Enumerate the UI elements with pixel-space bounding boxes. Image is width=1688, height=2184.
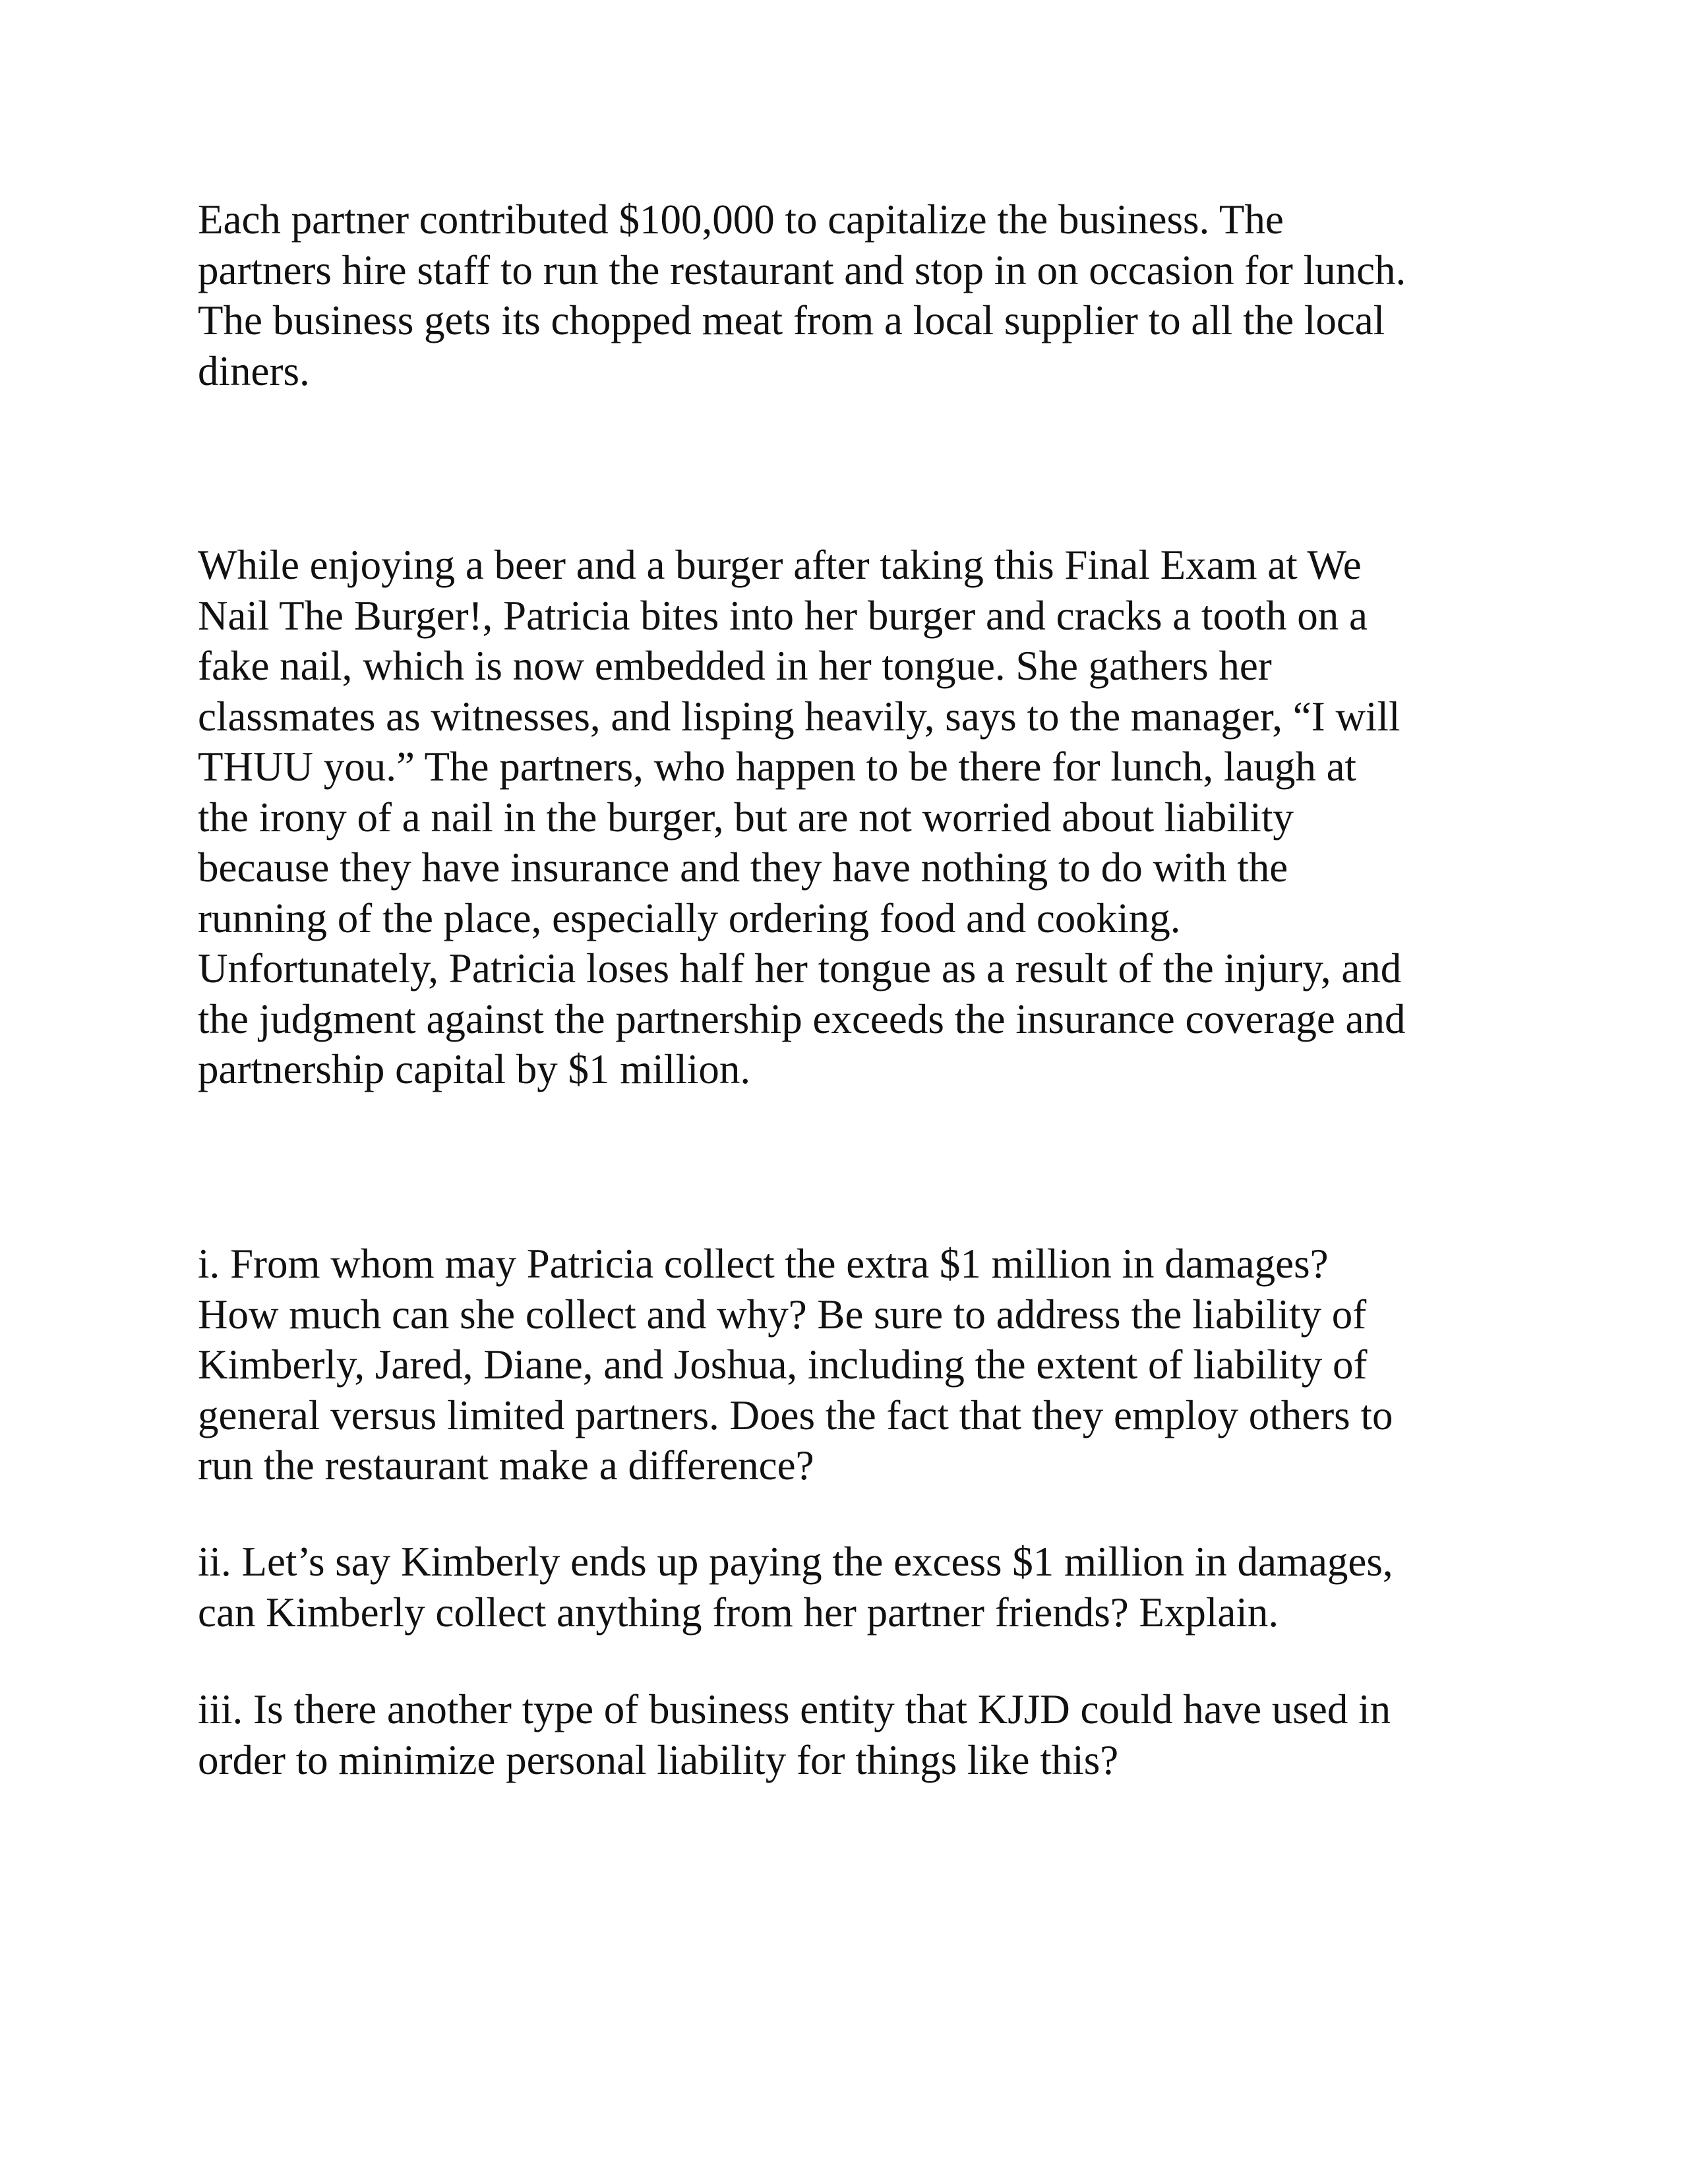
question-i: i. From whom may Patricia collect the extra $1 million in damages? How much can she collect and why? Be sure to address the liability of Kimberly, Jared, Diane, and Joshua, including the extent of liability of general versus limited partners. Does the fact that they employ others to run the restaurant make a difference?: [198, 1241, 1393, 1489]
question-iii: iii. Is there another type of business entity that KJJD could have used in order to minimize personal liability for things like this?: [198, 1686, 1391, 1783]
question-ii: ii. Let’s say Kimberly ends up paying the excess $1 million in damages, can Kimberly collect anything from her partner friends? Explain.: [198, 1539, 1393, 1636]
paragraph-incident: While enjoying a beer and a burger after taking this Final Exam at We Nail The Burger!, Patricia bites into her burger and cracks a tooth on a fake nail, which is now embedded in her tongue. She gathers her classmates as witnesses, and lisping heavily, says to the manager, “I will THUU you.” The partners, who happen to be there for lunch, laugh at the irony of a nail in the burger, but are not worried about liability because they have insurance and they have nothing to do with the running of the place, especially ordering food and cooking. Unfortunately, Patricia loses half her tongue as a result of the injury, and the judgment against the partnership exceeds the insurance coverage and partnership capital by $1 million.: [198, 542, 1406, 1092]
paragraph-capitalization: Each partner contributed $100,000 to capitalize the business. The partners hire staff to run the restaurant and stop in on occasion for lunch. The business gets its chopped meat from a local supplier to all the local diners.: [198, 196, 1406, 394]
